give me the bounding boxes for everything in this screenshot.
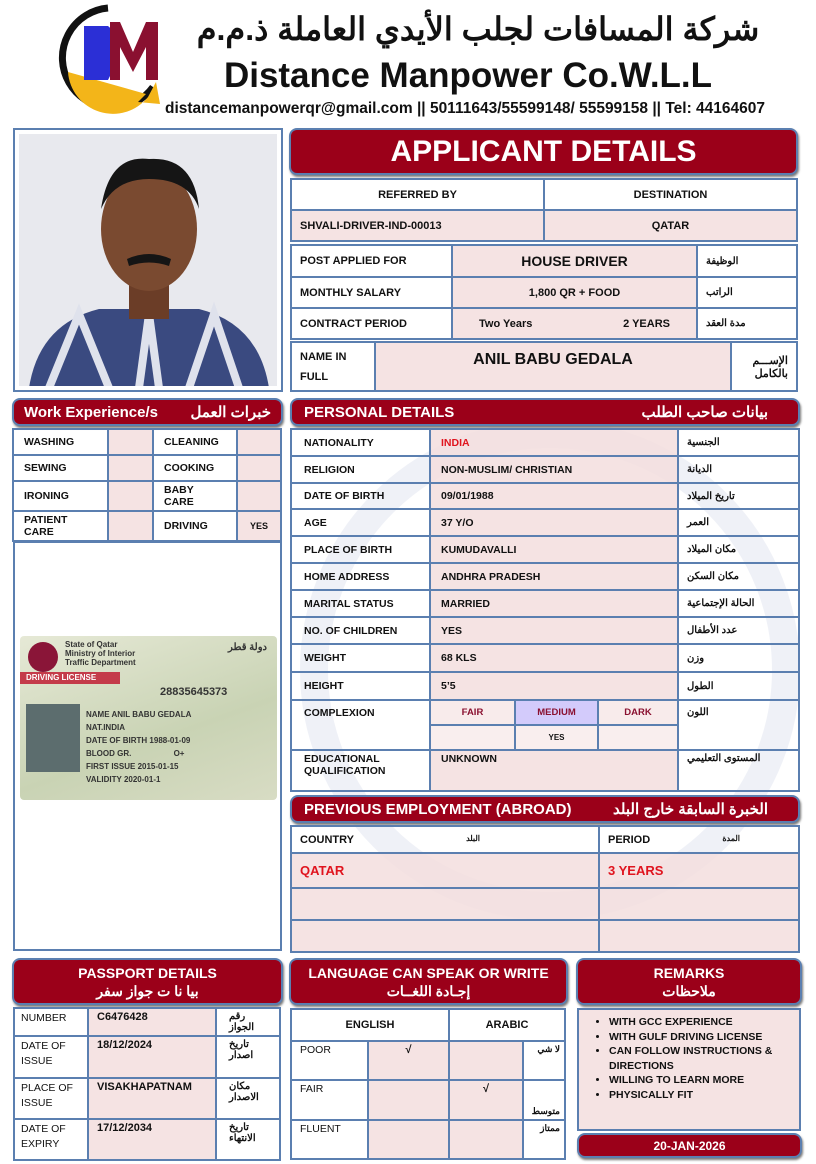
company-name: Distance Manpower Co.W.L.L bbox=[223, 56, 713, 95]
license-state: State of Qatar bbox=[65, 640, 118, 649]
work-skill: PATIENT CARE bbox=[13, 511, 108, 541]
english-header: ENGLISH bbox=[291, 1009, 449, 1041]
work-skill-mark bbox=[108, 511, 153, 541]
religion-value: NON-MUSLIM/ CHRISTIAN bbox=[430, 456, 678, 483]
complexion-option-fair: FAIR bbox=[430, 700, 515, 725]
remark-item: • WITH GCC EXPERIENCE bbox=[609, 1015, 791, 1030]
passport-field-value: 18/12/2024 bbox=[88, 1036, 216, 1078]
religion-label: RELIGION bbox=[291, 456, 430, 483]
language-level-label-ar: ممتاز bbox=[523, 1120, 565, 1159]
home-address-value: ANDHRA PRADESH bbox=[430, 563, 678, 590]
remark-item: • PHYSICALLY FIT bbox=[609, 1088, 791, 1103]
education-value: UNKNOWN bbox=[430, 750, 678, 791]
license-blood-label: BLOOD GR. bbox=[86, 749, 132, 758]
license-state-ar: دولة قطر bbox=[228, 642, 267, 653]
no-of-children-value: YES bbox=[430, 617, 678, 644]
height-label: HEIGHT bbox=[291, 672, 430, 700]
license-dob-label: DATE OF BIRTH bbox=[86, 736, 148, 745]
english-level-mark: √ bbox=[368, 1041, 449, 1080]
table-row bbox=[13, 481, 281, 511]
name-label: NAME IN FULL bbox=[291, 342, 375, 391]
language-level-label-ar: لا شي bbox=[523, 1041, 565, 1080]
work-skill-mark bbox=[108, 429, 153, 455]
complexion-option-dark: DARK bbox=[598, 700, 678, 725]
name-table bbox=[290, 341, 798, 392]
weight-label: WEIGHT bbox=[291, 644, 430, 672]
passport-field-value: 17/12/2034 bbox=[88, 1119, 216, 1160]
contract-value bbox=[452, 308, 697, 339]
home-address-label-ar: مكان السكن bbox=[678, 563, 799, 590]
license-issue: 2015-01-15 bbox=[137, 762, 179, 771]
table-row bbox=[291, 590, 799, 617]
empty-cell bbox=[291, 920, 599, 952]
country-label: COUNTRY bbox=[300, 833, 354, 846]
complexion-mark-0 bbox=[430, 725, 515, 750]
work-table bbox=[12, 428, 282, 542]
license-dob: 1988-01-09 bbox=[149, 736, 191, 745]
previous-title: PREVIOUS EMPLOYMENT (ABROAD) bbox=[304, 800, 572, 818]
work-skill: WASHING bbox=[13, 429, 108, 455]
license-type: DRIVING LICENSE bbox=[20, 672, 120, 684]
work-skill-mark bbox=[237, 455, 281, 481]
height-label-ar: الطول bbox=[678, 672, 799, 700]
passport-field-label-ar: تاريخ اصدار bbox=[216, 1036, 280, 1078]
passport-title: PASSPORT DETAILS bbox=[78, 964, 217, 981]
table-row bbox=[291, 1041, 565, 1080]
country-label-ar: البلد bbox=[466, 833, 480, 843]
job-table bbox=[290, 244, 798, 340]
contract-value-words: Two Years bbox=[479, 317, 533, 330]
post-label: POST APPLIED FOR bbox=[291, 245, 452, 277]
arabic-header: ARABIC bbox=[449, 1009, 565, 1041]
country-header bbox=[291, 826, 599, 853]
table-row bbox=[14, 1036, 280, 1078]
passport-field-label-ar: تاريخ الانتهاء bbox=[216, 1119, 280, 1160]
date-of-birth-label: DATE OF BIRTH bbox=[291, 483, 430, 509]
arabic-level-mark bbox=[449, 1041, 523, 1080]
passport-field-label-ar: رقم الجواز bbox=[216, 1008, 280, 1036]
referred-by-value: SHVALI-DRIVER-IND-00013 bbox=[291, 210, 544, 241]
table-row bbox=[13, 511, 281, 541]
passport-header bbox=[12, 958, 283, 1005]
date-of-birth-label-ar: تاريخ الميلاد bbox=[678, 483, 799, 509]
period-label-ar: المدة bbox=[722, 833, 740, 843]
license-validity: 2020-01-1 bbox=[123, 775, 161, 784]
destination-value: QATAR bbox=[544, 210, 797, 241]
remarks-body bbox=[577, 1008, 801, 1131]
religion-label-ar: الديانة bbox=[678, 456, 799, 483]
period-label: PERIOD bbox=[608, 833, 651, 846]
english-level-mark bbox=[368, 1120, 449, 1159]
table-row bbox=[291, 509, 799, 536]
period-header bbox=[599, 826, 799, 853]
previous-country: QATAR bbox=[291, 853, 599, 888]
english-level-mark bbox=[368, 1080, 449, 1120]
date-bar: 20-JAN-2026 bbox=[577, 1133, 802, 1158]
passport-field-value: VISAKHAPATNAM bbox=[88, 1078, 216, 1119]
work-skill: SEWING bbox=[13, 455, 108, 481]
table-row bbox=[291, 672, 799, 700]
age-label-ar: العمر bbox=[678, 509, 799, 536]
work-skill-mark bbox=[237, 481, 281, 511]
previous-employment-table bbox=[290, 825, 800, 953]
personal-details-header bbox=[290, 398, 800, 426]
table-row bbox=[291, 429, 799, 456]
personal-title: PERSONAL DETAILS bbox=[304, 403, 455, 421]
table-row bbox=[291, 1080, 565, 1120]
arabic-level-mark bbox=[449, 1120, 523, 1159]
full-name: ANIL BABU GEDALA bbox=[375, 342, 731, 391]
nationality-label-ar: الجنسية bbox=[678, 429, 799, 456]
passport-title-ar: بيا نا ت جواز سفر bbox=[96, 982, 199, 999]
contract-label-ar: مدة العقد bbox=[697, 308, 797, 339]
table-row bbox=[291, 644, 799, 672]
post-label-ar: الوظيفة bbox=[697, 245, 797, 277]
passport-field-label: NUMBER bbox=[14, 1008, 88, 1036]
language-level-label-ar: متوسط bbox=[523, 1080, 565, 1120]
work-experience-header bbox=[12, 398, 283, 426]
empty-cell bbox=[599, 920, 799, 952]
passport-field-label: PLACE OF ISSUE bbox=[14, 1078, 88, 1119]
driving-license-image bbox=[20, 636, 277, 800]
weight-label-ar: وزن bbox=[678, 644, 799, 672]
complexion-mark-2 bbox=[598, 725, 678, 750]
work-skill: BABY CARE bbox=[153, 481, 237, 511]
company-contact: distancemanpowerqr@gmail.com || 50111643/55599148/ 55599158 || Tel: 44164607 bbox=[164, 100, 766, 117]
passport-table bbox=[13, 1007, 281, 1161]
table-row bbox=[14, 1119, 280, 1160]
passport-field-label-ar: مكان الاصدار bbox=[216, 1078, 280, 1119]
referral-table bbox=[290, 178, 798, 242]
empty-cell bbox=[599, 888, 799, 920]
destination-label: DESTINATION bbox=[544, 179, 797, 210]
no-of-children-label: NO. OF CHILDREN bbox=[291, 617, 430, 644]
language-title-ar: إجـادة اللغــات bbox=[386, 982, 471, 999]
date-of-birth-value: 09/01/1988 bbox=[430, 483, 678, 509]
table-row bbox=[291, 483, 799, 509]
applicant-details-header: APPLICANT DETAILS bbox=[289, 128, 798, 175]
education-label-ar: المستوى التعليمي bbox=[678, 750, 799, 791]
license-blood: O+ bbox=[173, 749, 185, 758]
work-skill: CLEANING bbox=[153, 429, 237, 455]
license-photo bbox=[26, 704, 80, 772]
license-number: 28835645373 bbox=[160, 686, 228, 698]
marital-status-label: MARITAL STATUS bbox=[291, 590, 430, 617]
license-dept: Traffic Department bbox=[65, 658, 136, 667]
language-header bbox=[289, 958, 568, 1005]
salary-value: 1,800 QR + FOOD bbox=[452, 277, 697, 308]
remarks-title: REMARKS bbox=[653, 964, 725, 981]
remarks-header bbox=[576, 958, 802, 1005]
passport-field-label: DATE OF EXPIRY bbox=[14, 1119, 88, 1160]
table-row bbox=[291, 700, 799, 725]
remark-item: • WILLING TO LEARN MORE bbox=[609, 1073, 791, 1088]
language-level-label: POOR bbox=[291, 1041, 368, 1080]
language-table bbox=[290, 1008, 566, 1160]
personal-table bbox=[290, 428, 800, 792]
passport-field-label: DATE OF ISSUE bbox=[14, 1036, 88, 1078]
language-level-label: FAIR bbox=[291, 1080, 368, 1120]
license-validity-label: VALIDITY bbox=[86, 775, 122, 784]
qatar-emblem-icon bbox=[28, 642, 58, 672]
applicant-photo bbox=[19, 134, 277, 386]
place-of-birth-label-ar: مكان الميلاد bbox=[678, 536, 799, 563]
language-level-label: FLUENT bbox=[291, 1120, 368, 1159]
contract-value-years: 2 YEARS bbox=[623, 317, 670, 330]
license-name: ANIL BABU GEDALA bbox=[111, 710, 192, 719]
post-value: HOUSE DRIVER bbox=[452, 245, 697, 277]
complexion-label: COMPLEXION bbox=[291, 700, 430, 750]
work-skill-mark bbox=[237, 429, 281, 455]
work-skill: IRONING bbox=[13, 481, 108, 511]
work-title: Work Experience/s bbox=[24, 403, 158, 421]
remark-item: • CAN FOLLOW INSTRUCTIONS & DIRECTIONS bbox=[609, 1044, 791, 1073]
marital-status-label-ar: الحالة الإجتماعية bbox=[678, 590, 799, 617]
age-value: 37 Y/O bbox=[430, 509, 678, 536]
education-label: EDUCATIONAL QUALIFICATION bbox=[291, 750, 430, 791]
work-skill: COOKING bbox=[153, 455, 237, 481]
complexion-option-medium: MEDIUM bbox=[515, 700, 598, 725]
table-row bbox=[291, 536, 799, 563]
weight-value: 68 KLS bbox=[430, 644, 678, 672]
home-address-label: HOME ADDRESS bbox=[291, 563, 430, 590]
table-row bbox=[291, 563, 799, 590]
place-of-birth-label: PLACE OF BIRTH bbox=[291, 536, 430, 563]
salary-label-ar: الراتب bbox=[697, 277, 797, 308]
previous-title-ar: الخبرة السابقة خارج البلد bbox=[613, 801, 768, 818]
license-nat: INDIA bbox=[103, 723, 125, 732]
photo-frame bbox=[13, 128, 283, 392]
salary-label: MONTHLY SALARY bbox=[291, 277, 452, 308]
contract-label: CONTRACT PERIOD bbox=[291, 308, 452, 339]
previous-employment-header bbox=[290, 795, 800, 823]
previous-period: 3 YEARS bbox=[599, 853, 799, 888]
table-row bbox=[14, 1008, 280, 1036]
table-row bbox=[291, 750, 799, 791]
work-skill-mark: YES bbox=[237, 511, 281, 541]
language-title: LANGUAGE CAN SPEAK OR WRITE bbox=[308, 964, 549, 981]
license-issue-label: FIRST ISSUE bbox=[86, 762, 136, 771]
table-row bbox=[13, 429, 281, 455]
work-skill-mark bbox=[108, 481, 153, 511]
empty-cell bbox=[291, 888, 599, 920]
license-nat-label: NAT. bbox=[86, 723, 104, 732]
table-row bbox=[291, 1120, 565, 1159]
name-label-ar: الإســـم بالكامل bbox=[731, 342, 797, 391]
table-row bbox=[13, 455, 281, 481]
table-row bbox=[291, 456, 799, 483]
company-logo bbox=[48, 2, 163, 114]
work-title-ar: خبرات العمل bbox=[190, 404, 271, 421]
complexion-mark-1: YES bbox=[515, 725, 598, 750]
place-of-birth-value: KUMUDAVALLI bbox=[430, 536, 678, 563]
remark-item: • WITH GULF DRIVING LICENSE bbox=[609, 1030, 791, 1045]
height-value: 5’5 bbox=[430, 672, 678, 700]
license-ministry: Ministry of Interior bbox=[65, 649, 136, 658]
work-skill-mark bbox=[108, 455, 153, 481]
company-arabic-name: شركة المسافات لجلب الأيدي العاملة ذ.م.م bbox=[196, 11, 760, 47]
referred-by-label: REFERRED BY bbox=[291, 179, 544, 210]
complexion-label-ar: اللون bbox=[678, 700, 799, 750]
license-name-label: NAME bbox=[86, 710, 110, 719]
remarks-title-ar: ملاحظات bbox=[662, 982, 716, 999]
work-skill: DRIVING bbox=[153, 511, 237, 541]
nationality-label: NATIONALITY bbox=[291, 429, 430, 456]
remarks-list bbox=[609, 1015, 791, 1102]
marital-status-value: MARRIED bbox=[430, 590, 678, 617]
table-row bbox=[14, 1078, 280, 1119]
passport-field-value: C6476428 bbox=[88, 1008, 216, 1036]
age-label: AGE bbox=[291, 509, 430, 536]
personal-title-ar: بيانات صاحب الطلب bbox=[641, 404, 768, 421]
nationality-value: INDIA bbox=[430, 429, 678, 456]
arabic-level-mark: √ bbox=[449, 1080, 523, 1120]
table-row bbox=[291, 617, 799, 644]
no-of-children-label-ar: عدد الأطفال bbox=[678, 617, 799, 644]
